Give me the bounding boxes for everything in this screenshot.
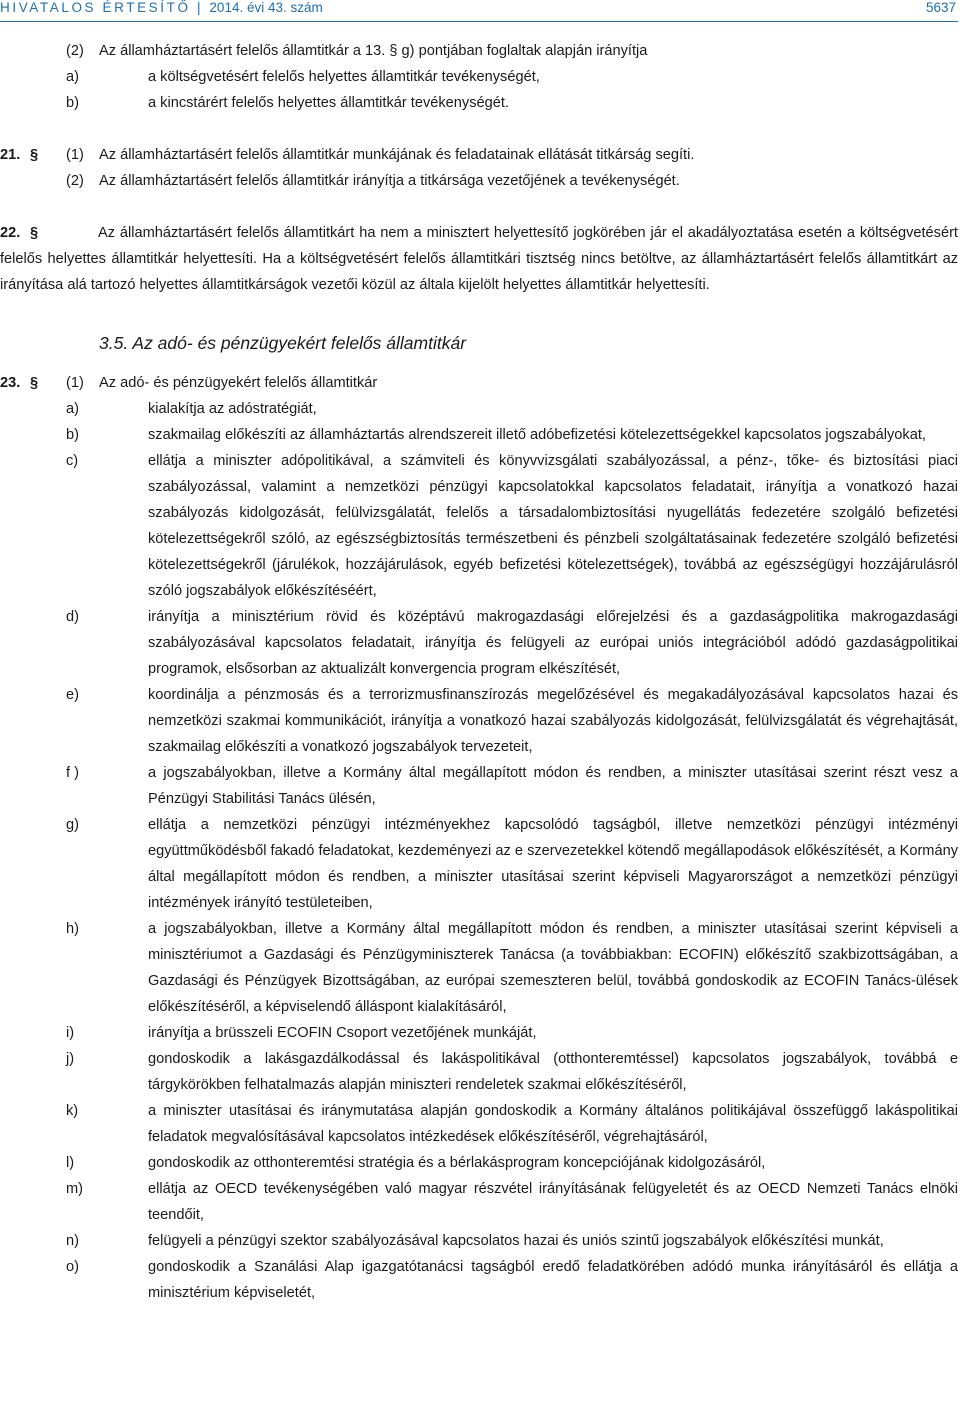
list-item (0, 1020, 958, 1046)
item-text: ellátja a nemzetközi pénzügyi intézményekhez kapcsolódó tagságból, illetve nemzetközi pénzügyi intézményi együttműködésből fakadó feladatokat, kezdeményezi az e szervezetekkel kötendő megállapodások előkészítését, a Kormány által megállapított módon és rendben, a miniszter utasításai szerint képviseli Magyarországot a nemzetközi pénzügyi intézmények irányító testületeiben, (148, 817, 958, 911)
item-label: a) (66, 401, 79, 417)
item-label: c) (66, 453, 79, 469)
list-item (0, 1150, 958, 1176)
item-label: f ) (66, 765, 79, 781)
list-item (0, 90, 958, 116)
item-text: gondoskodik a lakásgazdálkodással és lakáspolitikával (otthonteremtéssel) kapcsolatos jogszabályok, továbbá e tárgykörökben felhatalmazás alapján miniszteri rendeletek szakmai előkészítéséről, (148, 1051, 958, 1093)
item-text: a jogszabályokban, illetve a Kormány által megállapított módon és rendben, a miniszter utasításai szerint részt vesz a Pénzügyi Stabilitási Tanács ülésén, (148, 765, 958, 807)
list-item (0, 448, 958, 604)
item-text: a költségvetésért felelős helyettes államtitkár tevékenységét, (148, 69, 540, 85)
section-20-continuation (0, 38, 958, 116)
section-22-row (0, 220, 958, 298)
item-label: i) (66, 1025, 75, 1041)
list-item (0, 916, 958, 1020)
item-text: ellátja az OECD tevékenységében való magyar részvétel irányításának felügyeletét és az OECD Nemzeti Tanács elnöki teendőit, (148, 1181, 958, 1223)
item-text: ellátja a miniszter adópolitikával, a számviteli és könyvvizsgálati szabályozással, a pénz-, tőke- és biztosítási piaci szabályozással, valamint a nemzetközi pénzügyi kapcsolatokkal kapcsolatos feladatait, irányítja a vonatkozó hazai szabályozás kidolgozását, felülvizsgálatát, felelős a társadalombiztosítási nyugellátás fedezetére szolgáló befizetési kötelezettségekről szóló, az egészségbiztosítás természetbeni és pénzbeli szolgáltatásainak fedezetére szolgáló befizetési kötelezettségekről (járulékok, hozzájárulások, egyéb befizetési kötelezettségek), továbbá az egészségügyi hozzájárulásról szóló jogszabályok előkészítéséért, (148, 453, 958, 599)
item-text: gondoskodik a Szanálási Alap igazgatótanácsi tagságból eredő feladatkörében adódó munka irányításáról és ellátja a minisztérium képviseletét, (148, 1259, 958, 1301)
section-sign: § (30, 225, 39, 241)
item-label: j) (66, 1051, 75, 1067)
list-item (0, 760, 958, 812)
section-sign: § (30, 147, 39, 163)
item-text: a jogszabályokban, illetve a Kormány által megállapított módon és rendben, a miniszter utasításai szerint képviseli a minisztériumot a Gazdasági és Pénzügyminiszterek Tanácsa (a továbbiakban: ECOFIN) előkészítő szakbizottságában, a Gazdasági és Pénzügyek Bizottságában, az európai szemeszteren belül, továbbá gondoskodik az ECOFIN Tanács-ülések előkészítéséről, a képviselendő álláspont kialakításáról, (148, 921, 958, 1015)
page-header (0, 0, 958, 22)
item-text: felügyeli a pénzügyi szektor szabályozásával kapcsolatos hazai és uniós szintű jogszabályok előkészítési munkát, (148, 1233, 884, 1249)
list-item (0, 604, 958, 682)
item-label: n) (66, 1233, 79, 1249)
item-label: b) (66, 427, 79, 443)
item-list (0, 396, 958, 1306)
list-item (0, 1046, 958, 1098)
list-item (0, 1254, 958, 1306)
paragraph-text: Az államháztartásért felelős államtitkár a 13. § g) pontjában foglaltak alapján irányítja (99, 43, 648, 59)
section-number: 23. (0, 375, 21, 391)
document-body (0, 38, 958, 1306)
paragraph-number: (1) (66, 147, 84, 163)
section-text: Az államháztartásért felelős államtitkárt ha nem a minisztert helyettesítő jogkörében jár el akadályoztatása esetén a költségvetésért felelős helyettes államtitkár helyettesíti. Ha a költségvetésért felelős államtitkári tisztség nincs betöltve, az államháztartásért felelős államtitkárt az irányítása alá tartozó helyettes államtitkárságok vezetői közül az általa kijelölt helyettes államtitkár helyettesíti. (0, 225, 958, 293)
section-sign: § (30, 375, 39, 391)
section-number: 21. (0, 147, 21, 163)
item-label: b) (66, 95, 79, 111)
header-rule (0, 21, 958, 22)
list-item (0, 422, 958, 448)
list-item (0, 1098, 958, 1150)
paragraph-1 (0, 142, 958, 168)
item-label: d) (66, 609, 79, 625)
item-label: l) (66, 1155, 75, 1171)
item-text: irányítja a brüsszeli ECOFIN Csoport vezetőjének munkáját, (148, 1025, 537, 1041)
paragraph-text: Az államháztartásért felelős államtitkár irányítja a titkársága vezetőjének a tevékenységét. (99, 173, 680, 189)
item-label: k) (66, 1103, 79, 1119)
item-label: g) (66, 817, 79, 833)
paragraph-text: Az adó- és pénzügyekért felelős államtitkár (99, 375, 378, 391)
paragraph-number: (2) (66, 173, 84, 189)
publication-title: HIVATALOS ÉRTESÍTŐ | 2014. évi 43. szám (0, 0, 323, 15)
paragraph-text: Az államháztartásért felelős államtitkár munkájának és feladatainak ellátását titkárság segíti. (99, 147, 695, 163)
item-label: o) (66, 1259, 79, 1275)
list-item (0, 682, 958, 760)
section-21 (0, 142, 958, 194)
item-text: gondoskodik az otthonteremtési stratégia és a bérlakásprogram koncepciójának kidolgozásáról, (148, 1155, 766, 1171)
item-text: irányítja a minisztérium rövid és középtávú makrogazdasági előrejelzési és a gazdaságpolitika makrogazdasági szabályozásával kapcsolatos feladatait, irányítja és felügyeli az európai uniós integrációból adódó gazdaságpolitikai programok, elsősorban az aktualizált konvergencia program elkészítését, (148, 609, 958, 677)
item-text: kialakítja az adóstratégiát, (148, 401, 317, 417)
section-22 (0, 220, 958, 298)
item-text: a kincstárért felelős helyettes államtitkár tevékenységét. (148, 95, 509, 111)
section-number: 22. (0, 225, 21, 241)
item-text: szakmailag előkészíti az államháztartás alrendszereit illető adóbefizetési kötelezettségekkel kapcsolatos jogszabályokat, (148, 427, 926, 443)
item-text: a miniszter utasításai és iránymutatása alapján gondoskodik a Kormány általános politikájával összefüggő lakáspolitikai feladatok megvalósításával kapcsolatos intézkedések előkészítéséről, végrehajtásáról, (148, 1103, 958, 1145)
section-heading: 3.5. Az adó- és pénzügyekért felelős államtitkár (99, 333, 467, 353)
paragraph-2 (0, 168, 958, 194)
item-label: h) (66, 921, 79, 937)
item-label: e) (66, 687, 79, 703)
list-item (0, 396, 958, 422)
item-label: a) (66, 69, 79, 85)
paragraph-1 (0, 370, 958, 396)
paragraph-2 (0, 38, 958, 64)
paragraph-number: (1) (66, 375, 84, 391)
page-number: 5637 (925, 0, 956, 15)
list-item (0, 1228, 958, 1254)
paragraph-number: (2) (66, 43, 84, 59)
item-label: m) (66, 1181, 84, 1197)
item-text: koordinálja a pénzmosás és a terrorizmusfinanszírozás megelőzésével és megakadályozásával kapcsolatos hazai és nemzetközi szakmai kommunikációt, irányítja a vonatkozó hazai szabályozás kidolgozását, felülvizsgálatát és végrehajtását, szakmailag előkészíti a vonatkozó jogszabályok tervezeteit, (148, 687, 958, 755)
list-item (0, 812, 958, 916)
list-item (0, 64, 958, 90)
section-23 (0, 370, 958, 1306)
list-item (0, 1176, 958, 1228)
